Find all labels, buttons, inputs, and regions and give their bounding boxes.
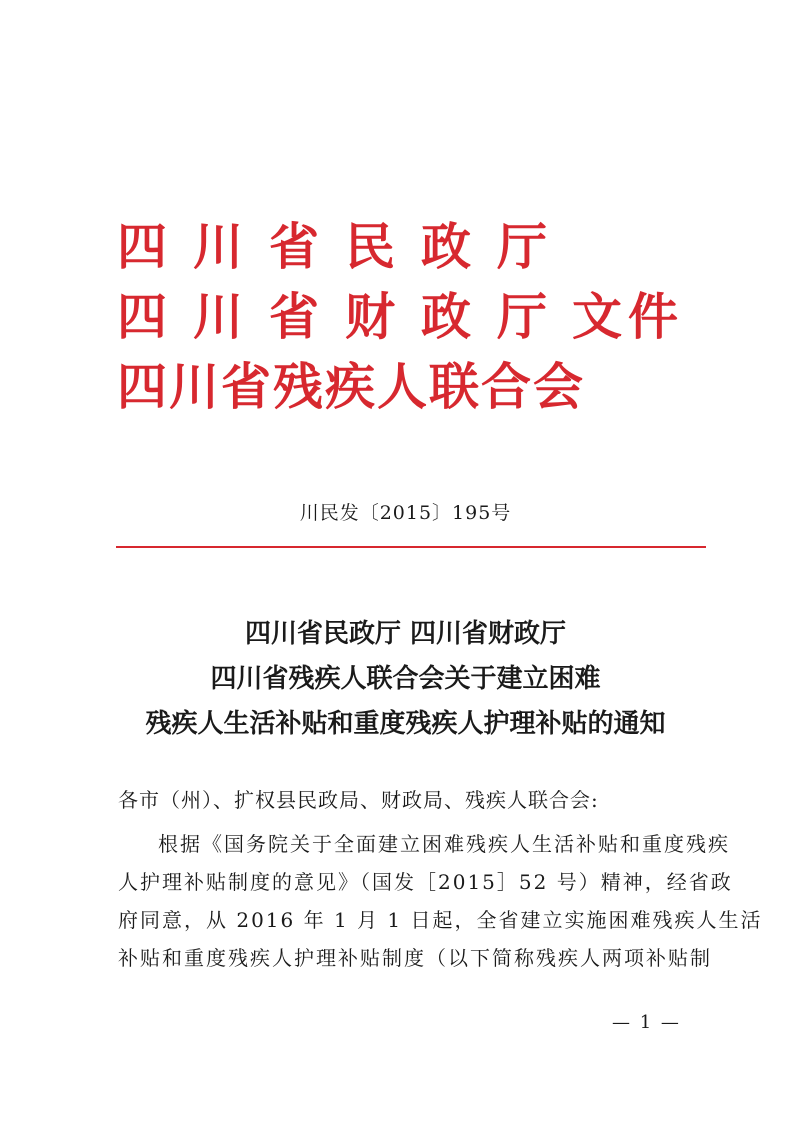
header-issuer-civil-affairs: 四川省民政厅 xyxy=(117,218,573,276)
notice-title-line-2: 四川省残疾人联合会关于建立困难 xyxy=(210,664,601,694)
notice-title-line-3: 残疾人生活补贴和重度残疾人护理补贴的通知 xyxy=(145,709,666,739)
header-issuer-disabled-federation: 四川省残疾人联合会 xyxy=(117,358,585,416)
document-number: 川民发〔2015〕195号 xyxy=(299,502,512,524)
page-number: — 1 — xyxy=(612,1012,681,1033)
body-text-line: 补贴和重度残疾人护理补贴制度（以下简称残疾人两项补贴制 xyxy=(118,946,712,970)
salutation: 各市（州）、扩权县民政局、财政局、残疾人联合会: xyxy=(118,788,599,812)
header-issuer-finance: 四川省财政厅 xyxy=(117,288,573,346)
body-text-line: 人护理补贴制度的意见》（国发［2015］52 号）精神，经省政 xyxy=(118,870,733,894)
body-text-line: 府同意，从 2016 年 1 月 1 日起，全省建立实施困难残疾人生活 xyxy=(118,908,763,932)
red-divider xyxy=(116,546,706,548)
header-document-label: 文件 xyxy=(572,288,684,346)
notice-title-line-1: 四川省民政厅 四川省财政厅 xyxy=(244,619,567,649)
body-text-line: 根据《国务院关于全面建立困难残疾人生活补贴和重度残疾 xyxy=(158,832,730,856)
